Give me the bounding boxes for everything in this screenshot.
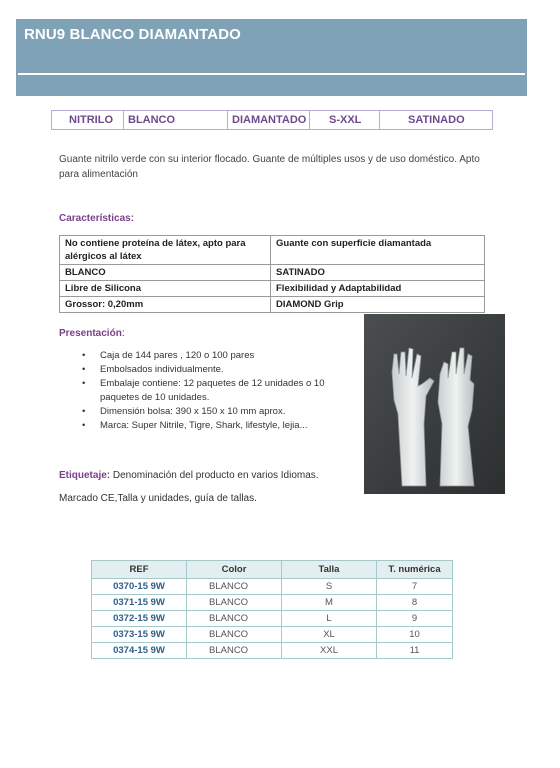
table-cell: Guante con superficie diamantada [271,236,485,265]
table-cell: Flexibilidad y Adaptabilidad [271,281,485,297]
presentation-heading [59,328,125,339]
column-header-ref: REF [92,561,187,579]
ref-cell: 0371-15 9W [92,595,187,611]
table-cell: No contiene proteína de látex, apto para alérgicos al látex [60,236,271,265]
ref-cell: 0374-15 9W [92,643,187,659]
list-item-text: Embolsados individualmente. [100,364,224,375]
list-item [80,363,350,377]
size-cell: XL [282,627,377,643]
table-cell: Grossor: 0,20mm [60,297,271,313]
tag-sizes: S-XXL [310,111,380,129]
color-cell: BLANCO [187,643,282,659]
labeling-label: Etiquetaje: [59,470,111,481]
presentation-heading-text: Presentación [59,328,122,339]
table-cell: Libre de Silicona [60,281,271,297]
glove-photo [364,314,505,494]
table-row [60,297,485,313]
numeric-size-cell: 11 [377,643,453,659]
table-row [60,236,485,265]
glove-illustration [364,314,505,494]
bullet-icon: • [82,406,86,417]
table-row [92,643,453,659]
color-cell: BLANCO [187,579,282,595]
labeling-text: Denominación del producto en varios Idiomas. [110,470,319,481]
bullet-icon: • [82,378,86,389]
presentation-list [80,349,350,433]
table-cell: DIAMOND Grip [271,297,485,313]
column-header-color: Color [187,561,282,579]
list-item-text: Caja de 144 pares , 120 o 100 pares [100,350,255,361]
table-row [92,611,453,627]
ref-cell: 0373-15 9W [92,627,187,643]
characteristics-heading: Características: [59,213,135,224]
color-cell: BLANCO [187,627,282,643]
numeric-size-cell: 10 [377,627,453,643]
size-cell: XXL [282,643,377,659]
table-row [60,281,485,297]
page-title: RNU9 BLANCO DIAMANTADO [24,26,241,43]
numeric-size-cell: 8 [377,595,453,611]
table-row [92,579,453,595]
size-cell: L [282,611,377,627]
column-header-size: Talla [282,561,377,579]
color-cell: BLANCO [187,595,282,611]
list-item-text: Marca: Super Nitrile, Tigre, Shark, lifestyle, lejia... [100,420,308,431]
right-glove-shape [438,348,474,486]
table-row [60,265,485,281]
list-item-text: Dimensión bolsa: 390 x 150 x 10 mm aprox. [100,406,286,417]
table-cell: BLANCO [60,265,271,281]
header-banner [16,19,527,96]
numeric-size-cell: 7 [377,579,453,595]
header-divider [18,73,525,75]
column-header-numeric-size: T. numérica [377,561,453,579]
table-header-row [92,561,453,579]
ref-cell: 0372-15 9W [92,611,187,627]
attribute-tag-bar [51,110,493,130]
labeling-line [59,470,319,481]
ref-cell: 0370-15 9W [92,579,187,595]
size-cell: S [282,579,377,595]
tag-color: BLANCO [124,111,228,129]
tag-finish: DIAMANTADO [228,111,310,129]
list-item [80,405,350,419]
size-cell: M [282,595,377,611]
bullet-icon: • [82,364,86,375]
color-cell: BLANCO [187,611,282,627]
characteristics-table [59,235,485,313]
table-row [92,627,453,643]
product-description: Guante nitrilo verde con su interior flocado. Guante de múltiples usos y de uso doméstico. Apto para alimentación [59,154,480,180]
reference-table [91,560,453,659]
list-item [80,377,350,405]
list-item [80,419,350,433]
marking-line: Marcado CE,Talla y unidades, guía de tallas. [59,493,257,504]
numeric-size-cell: 9 [377,611,453,627]
tag-surface: SATINADO [408,114,465,126]
list-item-text: Embalaje contiene: 12 paquetes de 12 unidades o 10 paquetes de 10 unidades. [100,378,325,403]
tag-material: NITRILO [52,111,124,129]
bullet-icon: • [82,350,86,361]
bullet-icon: • [82,420,86,431]
table-row [92,595,453,611]
list-item [80,349,350,363]
presentation-heading-colon: : [121,328,125,339]
table-cell: SATINADO [271,265,485,281]
